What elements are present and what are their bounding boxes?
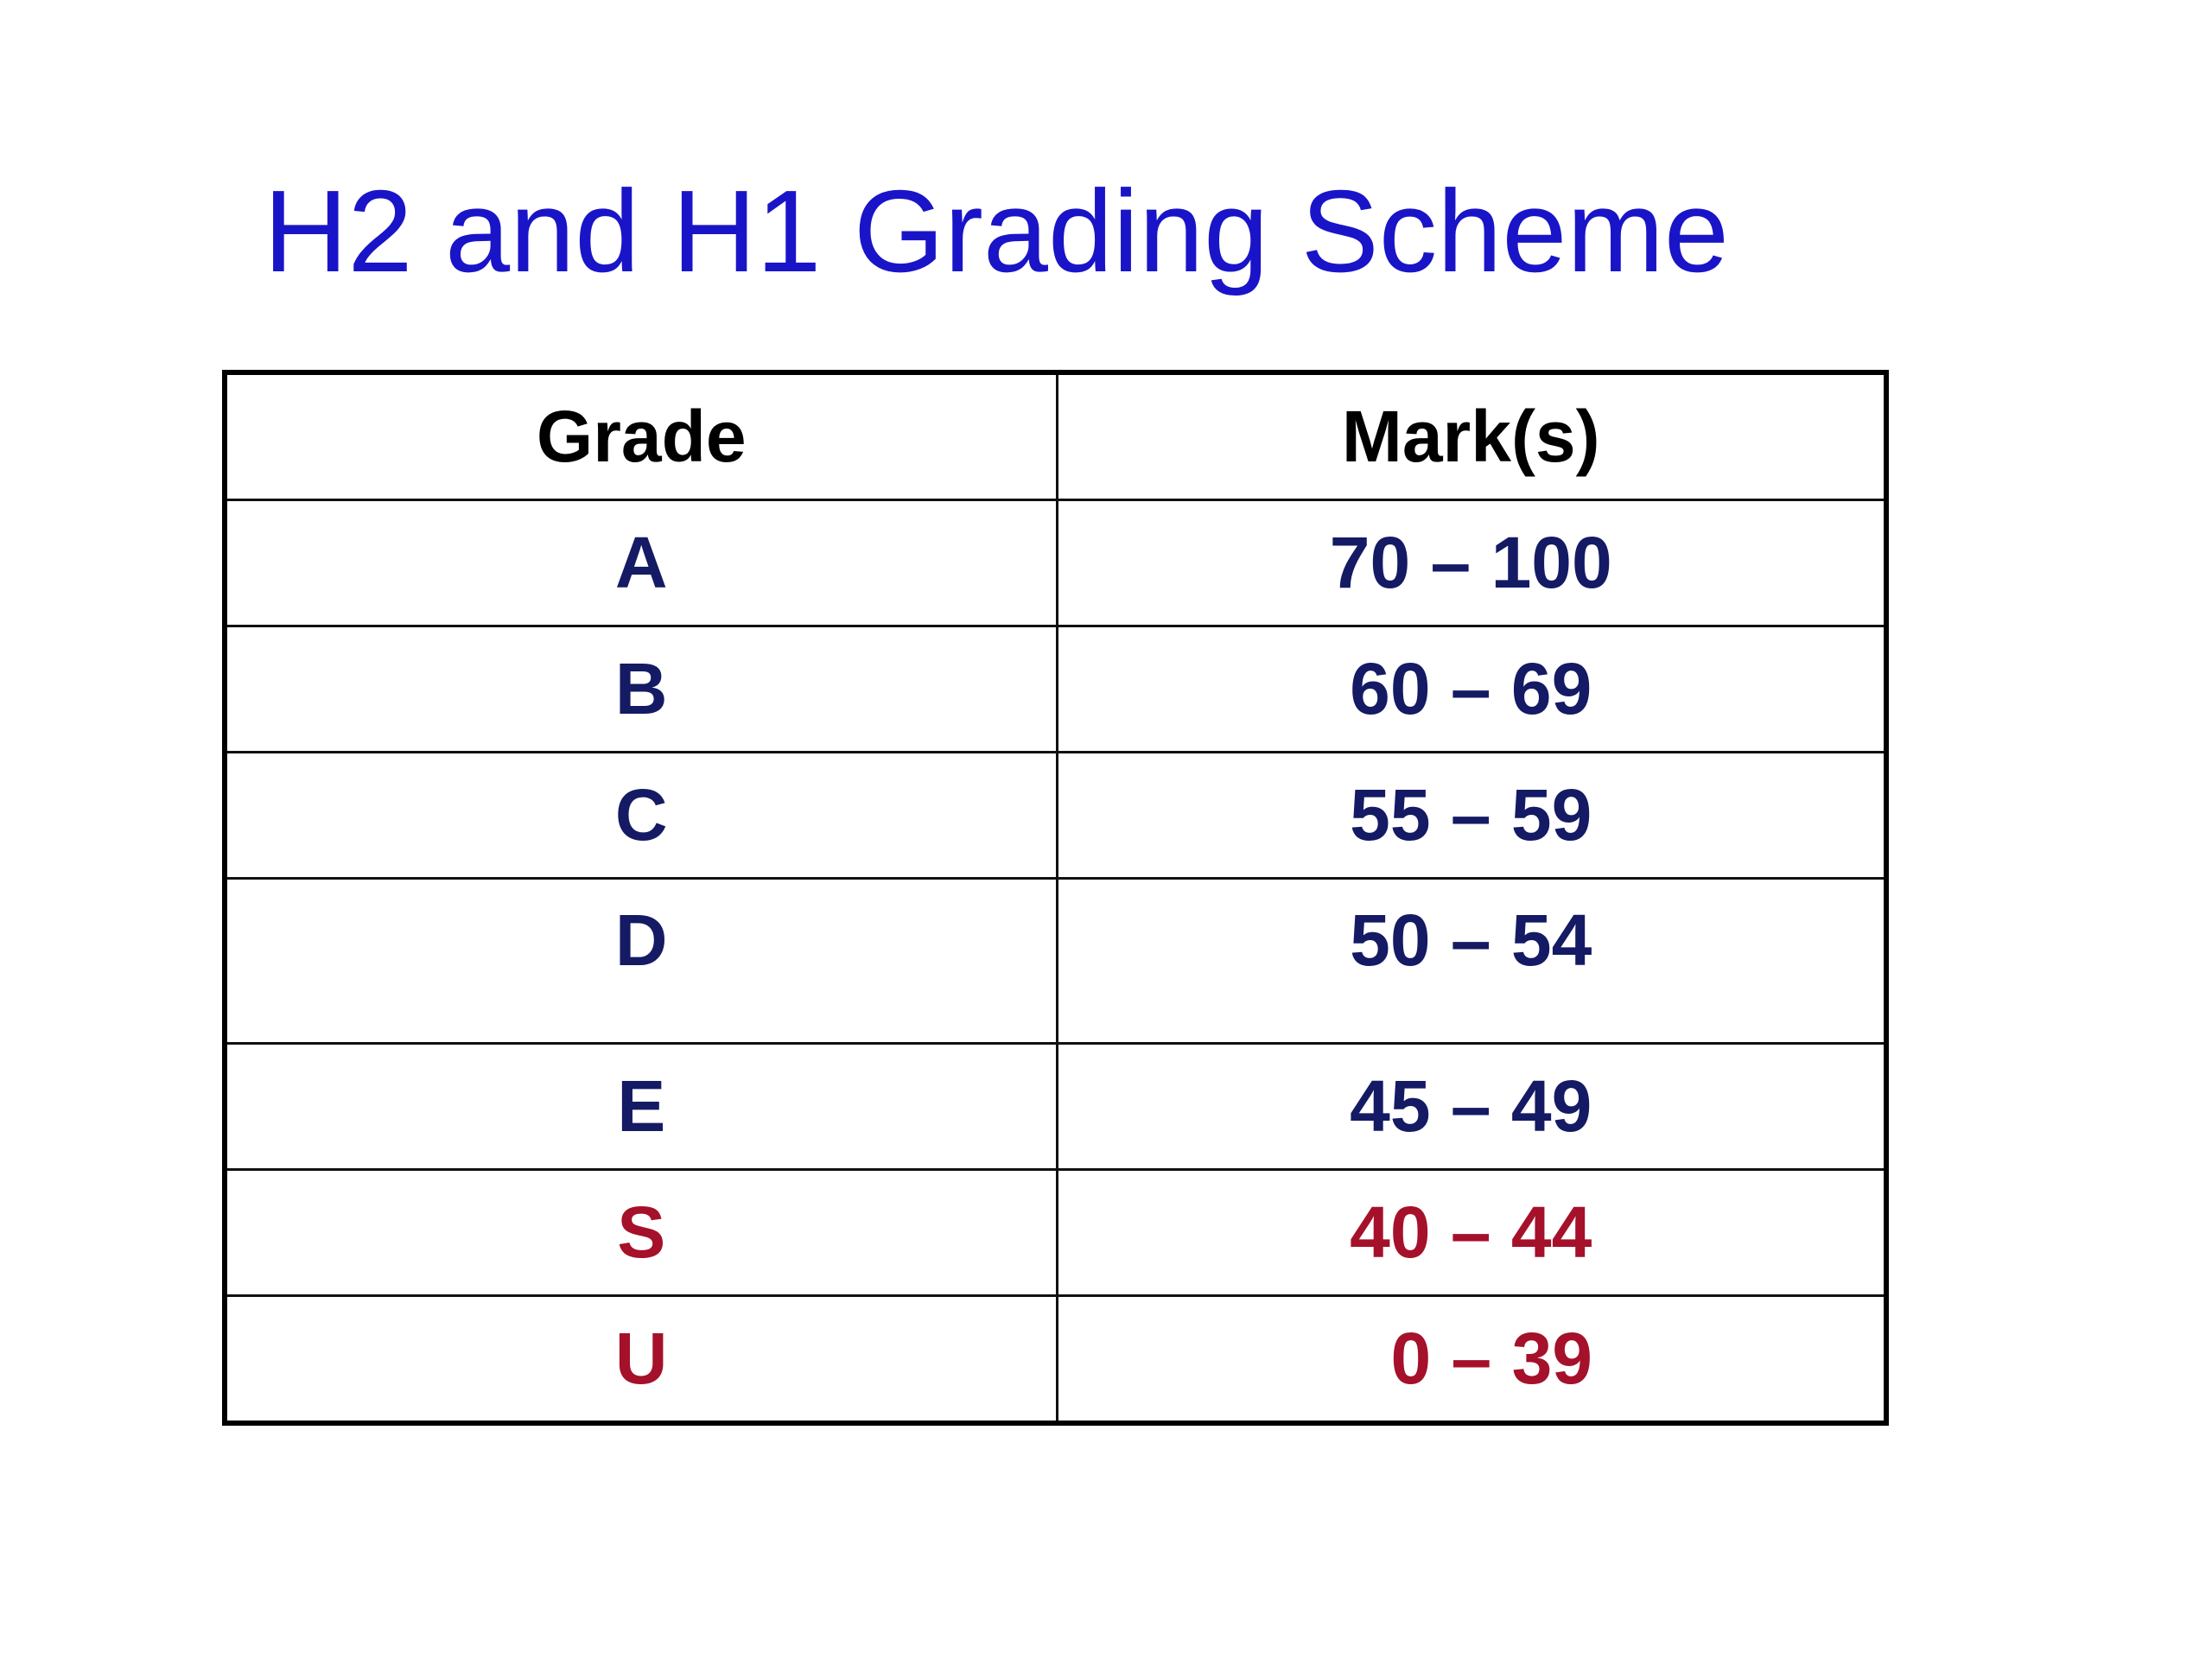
grade-column-header: Grade (225, 372, 1057, 500)
table-row (225, 879, 1886, 1044)
marks-cell (1057, 1296, 1886, 1424)
marks-range: 45 – 49 (1350, 1065, 1592, 1147)
grading-table (222, 370, 1889, 1426)
grade-cell: C (225, 753, 1057, 879)
grade-cell: B (225, 626, 1057, 753)
slide-title: H2 and H1 Grading Scheme (264, 166, 1729, 296)
marks-range: 60 – 69 (1350, 648, 1592, 729)
marks-range: 50 – 54 (1350, 899, 1592, 981)
marks-cell (1057, 500, 1886, 626)
marks-range: 40 – 44 (1350, 1192, 1592, 1273)
table-row (225, 1044, 1886, 1170)
marks-cell (1057, 879, 1886, 1044)
grade-cell: S (225, 1170, 1057, 1296)
marks-column-header: Mark(s) (1057, 372, 1886, 500)
grade-cell: A (225, 500, 1057, 626)
marks-range: 55 – 59 (1350, 774, 1592, 855)
marks-cell (1057, 753, 1886, 879)
table-row (225, 1296, 1886, 1424)
table-header-row (225, 372, 1886, 500)
grade-cell: U (225, 1296, 1057, 1424)
table-row (225, 626, 1886, 753)
table-row (225, 1170, 1886, 1296)
marks-cell (1057, 1170, 1886, 1296)
marks-range: 0 – 39 (1390, 1318, 1593, 1399)
grade-cell: D (225, 879, 1057, 1044)
marks-cell (1057, 626, 1886, 753)
grade-cell: E (225, 1044, 1057, 1170)
marks-cell (1057, 1044, 1886, 1170)
table-row (225, 753, 1886, 879)
marks-range: 70 – 100 (1329, 522, 1612, 603)
table-row (225, 500, 1886, 626)
